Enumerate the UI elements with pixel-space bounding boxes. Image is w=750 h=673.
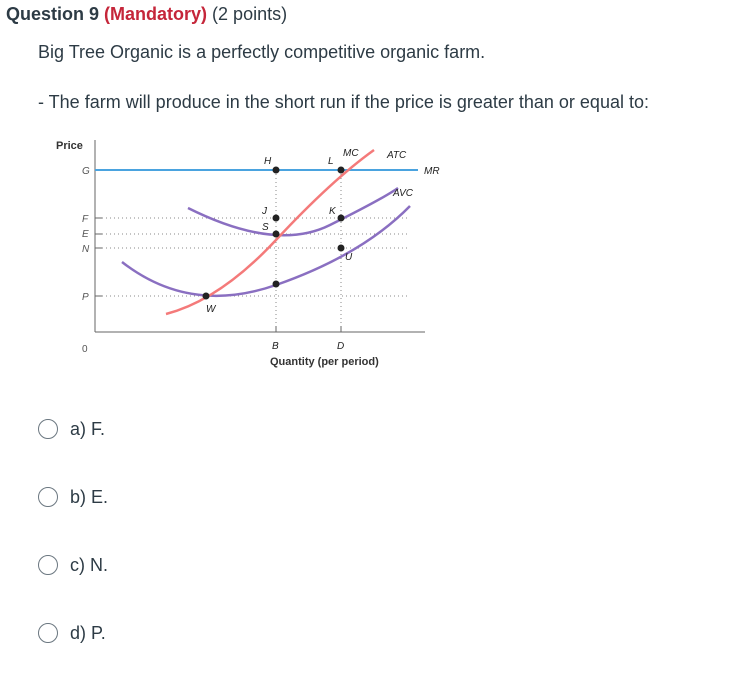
y-label-g: G (82, 166, 90, 177)
price-axis-label: Price (56, 140, 83, 152)
label-s: S (262, 222, 269, 233)
cost-curves-graph (40, 130, 460, 375)
label-atc: ATC (387, 150, 407, 161)
mandatory-label: (Mandatory) (104, 4, 208, 24)
question-text-line1: Big Tree Organic is a perfectly competitive organic farm. (38, 42, 486, 62)
x-label-b: B (272, 341, 279, 352)
point-h (273, 167, 280, 174)
y-label-n: N (82, 244, 90, 255)
atc-curve (188, 188, 398, 235)
option-c-label: c) N. (70, 554, 108, 575)
label-h: H (264, 156, 272, 167)
option-a[interactable] (38, 415, 105, 443)
option-d[interactable] (38, 619, 106, 647)
points-label: (2 points) (212, 4, 288, 24)
point-avc-b (273, 281, 280, 288)
y-label-f: F (82, 214, 89, 225)
question-number: Question 9 (6, 4, 100, 24)
point-s (273, 231, 280, 238)
point-j (273, 215, 280, 222)
y-label-e: E (82, 229, 89, 240)
radio-a[interactable] (38, 419, 58, 439)
radio-d[interactable] (38, 623, 58, 643)
point-u (338, 245, 345, 252)
label-l: L (328, 156, 334, 167)
label-avc: AVC (393, 188, 414, 199)
y-label-origin: 0 (82, 344, 88, 355)
question-text-line2: - The farm will produce in the short run if the price is greater than or equal to: (38, 92, 649, 112)
option-c[interactable] (38, 551, 108, 579)
label-mc: MC (343, 148, 359, 159)
radio-b[interactable] (38, 487, 58, 507)
radio-c[interactable] (38, 555, 58, 575)
mc-curve (166, 150, 374, 314)
x-axis-title: Quantity (per period) (270, 356, 379, 368)
point-k (338, 215, 345, 222)
option-b-label: b) E. (70, 486, 109, 507)
option-b[interactable] (38, 483, 108, 511)
option-a-label: a) F. (70, 418, 106, 439)
option-d-label: d) P. (70, 622, 106, 643)
label-k: K (329, 206, 336, 217)
x-label-d: D (337, 341, 345, 352)
point-l (338, 167, 345, 174)
label-j: J (262, 206, 267, 217)
y-label-p: P (82, 292, 89, 303)
question-header (6, 4, 287, 25)
label-u: U (345, 252, 353, 263)
point-w (203, 293, 210, 300)
label-mr: MR (424, 166, 440, 177)
label-w: W (206, 304, 216, 315)
